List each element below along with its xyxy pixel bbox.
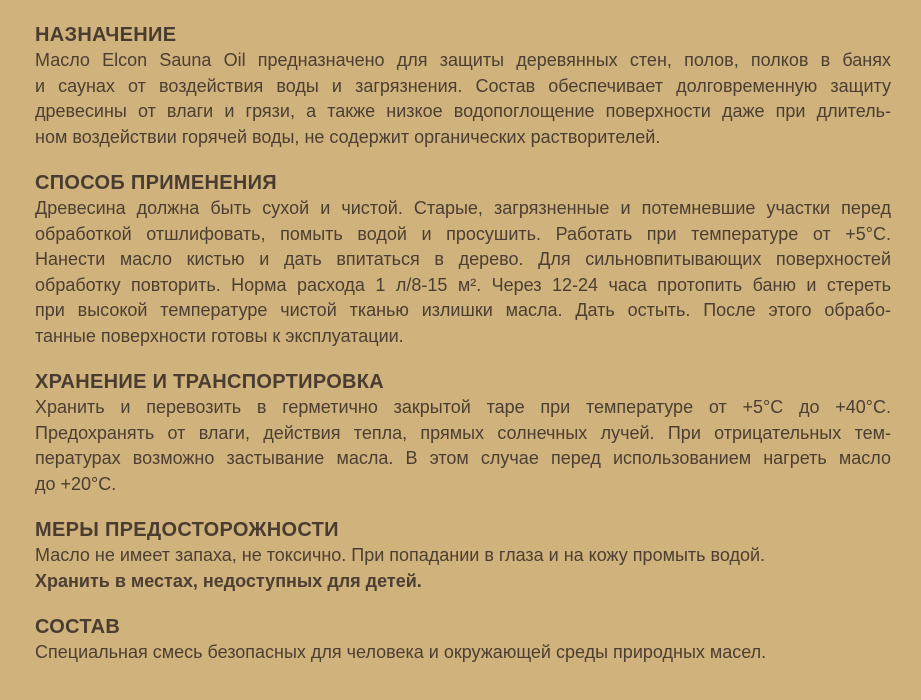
paragraph-line: и саунах от воздействия воды и загрязнения. Состав обеспечивает долговременную защиту	[35, 75, 891, 96]
paragraph-line: Древесина должна быть сухой и чистой. Старые, загрязненные и потемневшие участки перед	[35, 198, 891, 218]
paragraph-line: пературах возможно застывание масла. В этом случае перед использованием нагреть масло	[35, 448, 891, 468]
paragraph-line: Хранить и перевозить в герметично закрытой таре при температуре от +5°С до +40°С.	[35, 397, 891, 417]
paragraph-line: обработкой отшлифовать, помыть водой и просушить. Работать при температуре от +5°С.	[35, 223, 891, 244]
paragraph-line: Специальная смесь безопасных для человека и окружающей среды природных масел.	[35, 642, 767, 662]
section-purpose	[35, 22, 891, 150]
paragraph-line: Предохранять от влаги, действия тепла, прямых солнечных лучей. При отрицательных тем-	[35, 422, 891, 443]
section-title: ХРАНЕНИЕ И ТРАНСПОРТИРОВКА	[35, 371, 385, 393]
paragraph-line: танные поверхности готовы к эксплуатации.	[35, 325, 404, 346]
section-application	[35, 170, 891, 349]
warning-line: Хранить в местах, недоступных для детей.	[35, 570, 422, 591]
paragraph-line: обработку повторить. Норма расхода 1 л/8-15 м². Через 12-24 часа протопить баню и стереть	[35, 274, 891, 295]
section-title: СОСТАВ	[35, 616, 121, 638]
section-precautions	[35, 517, 891, 594]
paragraph-line: при высокой температуре чистой тканью излишки масла. Дать остыть. После этого обрабо-	[35, 300, 891, 320]
section-title: НАЗНАЧЕНИЕ	[35, 24, 177, 46]
section-title: МЕРЫ ПРЕДОСТОРОЖНОСТИ	[35, 519, 339, 541]
paragraph-line: древесины от влаги и грязи, а также низкое водопоглощение поверхности даже при длитель-	[35, 101, 891, 121]
paragraph-line: до +20°С.	[35, 473, 117, 494]
paragraph-line: Масло Elcon Sauna Oil предназначено для защиты деревянных стен, полов, полков в банях	[35, 50, 891, 70]
section-title: СПОСОБ ПРИМЕНЕНИЯ	[35, 172, 277, 194]
section-composition	[35, 614, 891, 666]
paragraph-line: Масло не имеет запаха, не токсично. При попадании в глаза и на кожу промыть водой.	[35, 545, 766, 565]
section-storage	[35, 369, 891, 497]
paragraph-line: Нанести масло кистью и дать впитаться в дерево. Для сильновпитывающих поверхностей	[35, 249, 891, 269]
paragraph-line: ном воздействии горячей воды, не содержит органических растворителей.	[35, 126, 661, 147]
